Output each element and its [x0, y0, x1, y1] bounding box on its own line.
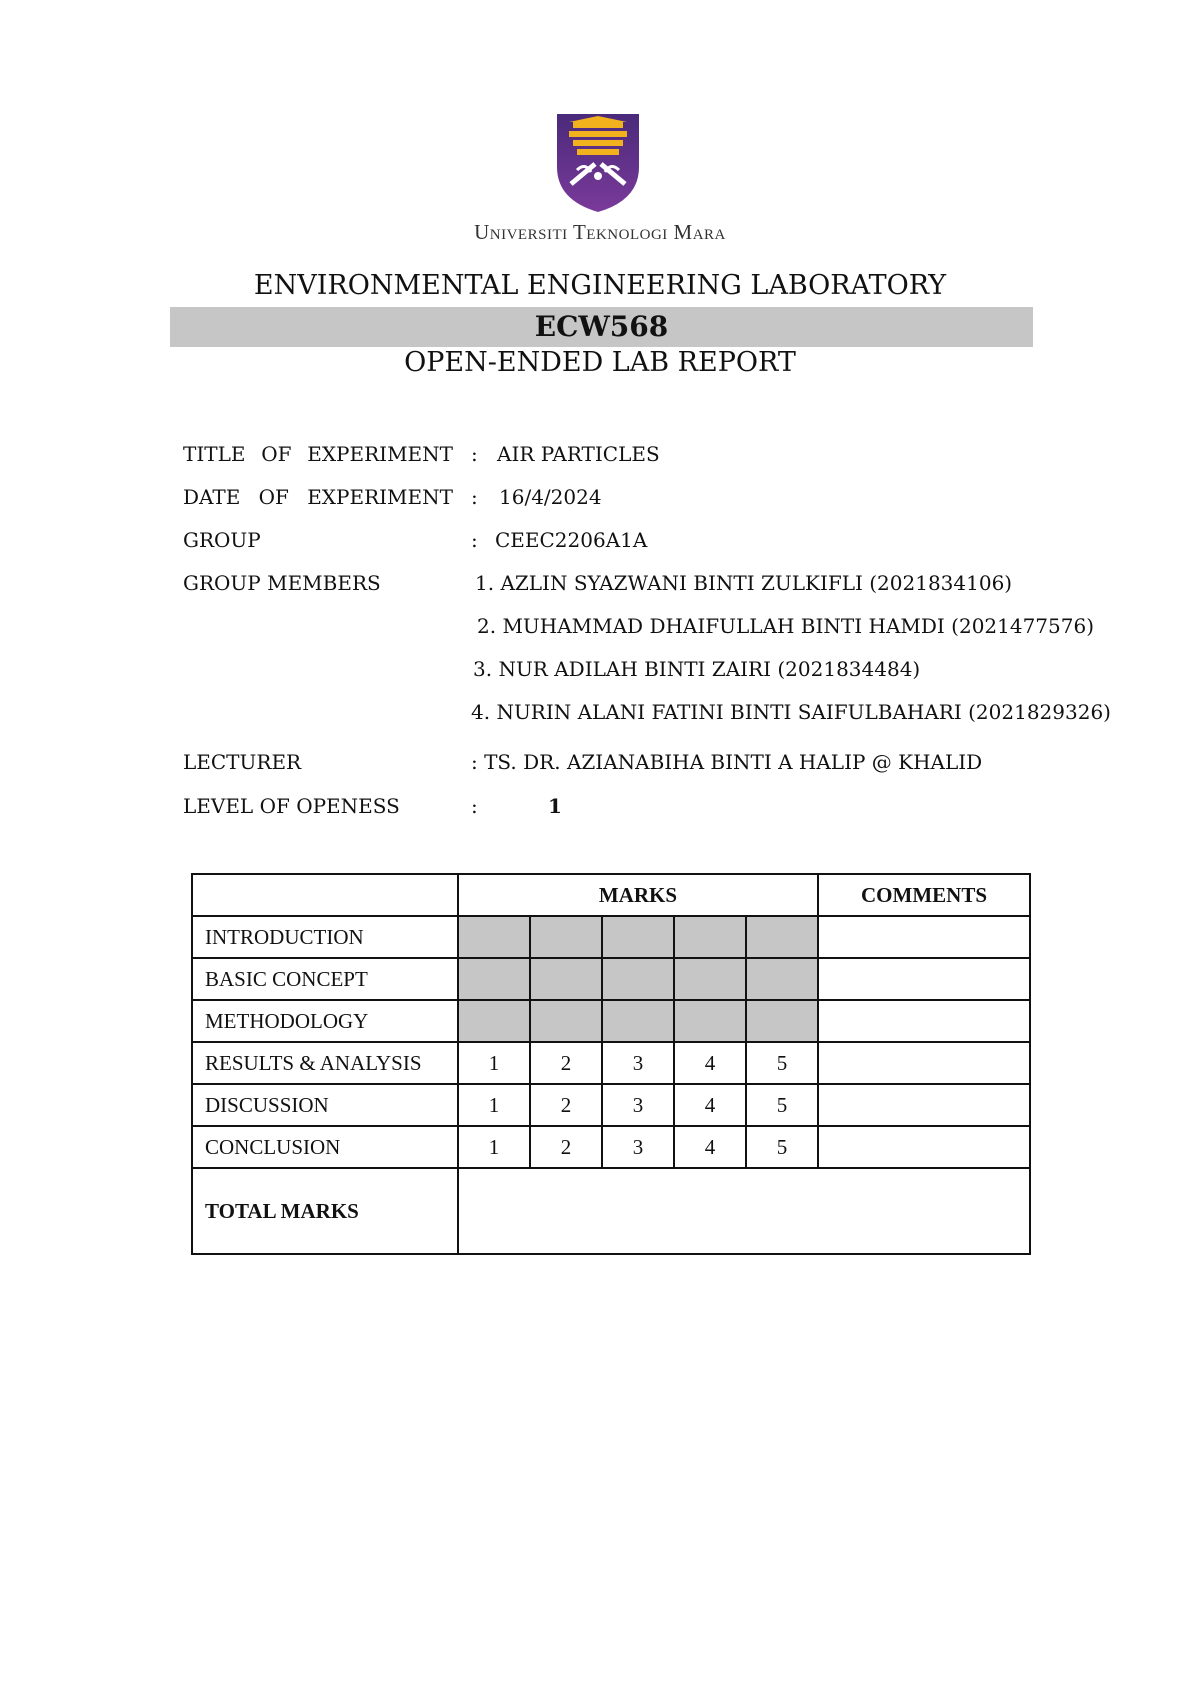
- score-cell: [458, 1000, 530, 1042]
- table-row: [192, 958, 1030, 1000]
- score-cell: [530, 916, 602, 958]
- score-cell: 5: [746, 1126, 818, 1168]
- score-cell: 1: [458, 1084, 530, 1126]
- university-name: Universiti Teknologi Mara: [474, 220, 726, 244]
- total-marks-label: TOTAL MARKS: [192, 1168, 458, 1254]
- score-cell: 4: [674, 1126, 746, 1168]
- score-cell: [674, 916, 746, 958]
- score-cell: [530, 958, 602, 1000]
- group-label: GROUP: [183, 528, 261, 552]
- comment-cell: [818, 1126, 1030, 1168]
- score-cell: 3: [602, 1084, 674, 1126]
- marks-table: [191, 873, 1031, 1255]
- comment-cell: [818, 958, 1030, 1000]
- score-cell: 1: [458, 1126, 530, 1168]
- score-cell: 3: [602, 1126, 674, 1168]
- score-cell: [458, 958, 530, 1000]
- criterion-label: BASIC CONCEPT: [192, 958, 458, 1000]
- score-cell: 2: [530, 1042, 602, 1084]
- score-cell: 4: [674, 1042, 746, 1084]
- table-row: [192, 1042, 1030, 1084]
- lecturer-label: LECTURER: [183, 750, 302, 774]
- table-row: [192, 916, 1030, 958]
- colon: :: [471, 485, 478, 509]
- comment-cell: [818, 1042, 1030, 1084]
- group-member-item: 3. NUR ADILAH BINTI ZAIRI (2021834484): [473, 657, 921, 681]
- comment-cell: [818, 916, 1030, 958]
- comment-cell: [818, 1000, 1030, 1042]
- score-cell: [530, 1000, 602, 1042]
- comments-header: COMMENTS: [818, 874, 1030, 916]
- header-blank-cell: [192, 874, 458, 916]
- group-value: CEEC2206A1A: [495, 528, 648, 552]
- colon: :: [471, 794, 478, 818]
- total-marks-value-cell: [458, 1168, 1030, 1254]
- score-cell: 2: [530, 1126, 602, 1168]
- date-of-experiment-value: 16/4/2024: [499, 485, 602, 509]
- total-marks-row: [192, 1168, 1030, 1254]
- score-cell: 4: [674, 1084, 746, 1126]
- date-of-experiment-label: DATE OF EXPERIMENT: [183, 485, 453, 509]
- uitm-logo: [555, 112, 641, 214]
- score-cell: [458, 916, 530, 958]
- score-cell: 5: [746, 1042, 818, 1084]
- score-cell: 3: [602, 1042, 674, 1084]
- score-cell: [674, 958, 746, 1000]
- table-row: [192, 1084, 1030, 1126]
- comment-cell: [818, 1084, 1030, 1126]
- criterion-label: INTRODUCTION: [192, 916, 458, 958]
- lecturer-value: : TS. DR. AZIANABIHA BINTI A HALIP @ KHALID: [471, 750, 983, 774]
- group-members-label: GROUP MEMBERS: [183, 571, 381, 595]
- score-cell: [602, 1000, 674, 1042]
- score-cell: [602, 916, 674, 958]
- group-member-item: 1. AZLIN SYAZWANI BINTI ZULKIFLI (2021834106): [475, 571, 1013, 595]
- level-of-openness-label: LEVEL OF OPENESS: [183, 794, 400, 818]
- score-cell: 2: [530, 1084, 602, 1126]
- score-cell: [746, 1000, 818, 1042]
- score-cell: [746, 916, 818, 958]
- colon: :: [471, 442, 478, 466]
- score-cell: 1: [458, 1042, 530, 1084]
- criterion-label: METHODOLOGY: [192, 1000, 458, 1042]
- table-row: [192, 1000, 1030, 1042]
- criterion-label: DISCUSSION: [192, 1084, 458, 1126]
- title-of-experiment-value: AIR PARTICLES: [497, 442, 660, 466]
- criterion-label: RESULTS & ANALYSIS: [192, 1042, 458, 1084]
- score-cell: 5: [746, 1084, 818, 1126]
- group-member-item: 4. NURIN ALANI FATINI BINTI SAIFULBAHARI (2021829326): [471, 700, 1111, 724]
- title-of-experiment-label: TITLE OF EXPERIMENT: [183, 442, 453, 466]
- score-cell: [602, 958, 674, 1000]
- table-row: [192, 1126, 1030, 1168]
- score-cell: [674, 1000, 746, 1042]
- course-code: ECW568: [170, 307, 1033, 347]
- table-header-row: [192, 874, 1030, 916]
- level-of-openness-value: 1: [548, 794, 562, 818]
- score-cell: [746, 958, 818, 1000]
- colon: :: [471, 528, 478, 552]
- lab-title: ENVIRONMENTAL ENGINEERING LABORATORY: [253, 270, 947, 301]
- criterion-label: CONCLUSION: [192, 1126, 458, 1168]
- group-member-item: 2. MUHAMMAD DHAIFULLAH BINTI HAMDI (2021477576): [477, 614, 1095, 638]
- report-type: OPEN-ENDED LAB REPORT: [404, 347, 796, 378]
- marks-header: MARKS: [458, 874, 818, 916]
